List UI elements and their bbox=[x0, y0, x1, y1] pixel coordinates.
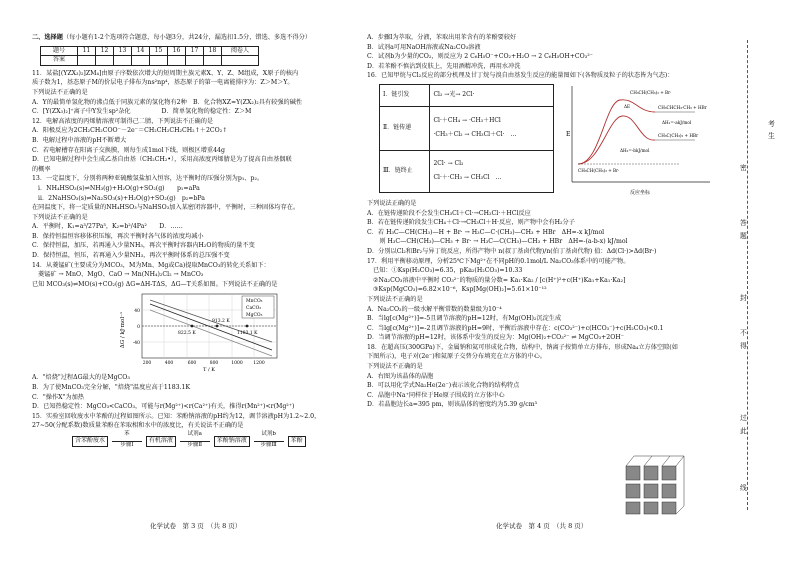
answer-cell[interactable] bbox=[96, 56, 114, 66]
energy-ylabel: E bbox=[566, 130, 571, 138]
q13-line: 13．一定温度下，分别将两种亚硫酸氢盐加入恒容，达平衡时的压强分别为p₁、p₂。 bbox=[32, 175, 264, 183]
energy-label: CH₃C(CH₃)₂ + HBr bbox=[658, 132, 699, 138]
mechanism-table bbox=[379, 84, 554, 193]
q12-option: D．已知电解过程中会生成乙基自由基（CH₂CH₂•），采用高浓度丙烯腈是为了提高自由基偶联 bbox=[32, 156, 292, 164]
margin-char: 此 bbox=[740, 423, 747, 437]
ytick: -40 bbox=[132, 341, 140, 347]
q18-option: C．晶胞中Na⁺同样位于He原子围成的立方体中心 bbox=[367, 391, 505, 399]
question-18 bbox=[367, 344, 719, 410]
energy-dh1: ΔH₁=-akJ/mol bbox=[662, 119, 692, 125]
question-15 bbox=[32, 413, 377, 447]
q15-line: 15．实验室回收废水中苯酚的过程如图所示。已知：苯酚钠溶液的pH约为12，调节溶液pH为1.2~2.0， bbox=[32, 412, 321, 420]
q15-option: D．若苯酚不慎沾到皮肤上，先用酒精冲洗，再用水冲洗 bbox=[367, 62, 521, 70]
margin-char: 不 bbox=[740, 325, 747, 339]
energy-diagram bbox=[560, 82, 718, 200]
q18-option: D．若晶胞边长a=395 pm，则该晶体的密度约为5.39 g/cm³ bbox=[367, 401, 538, 409]
q17-option: D．当调节溶液的pH=12时，该体系中发生的反应为：Mg(OH)₂+CO₃²⁻ ⇌ MgCO₃+2OH⁻ bbox=[367, 334, 624, 342]
answer-cell[interactable] bbox=[78, 56, 96, 66]
xtick: 400 bbox=[164, 361, 174, 367]
flow-arrow: 试剂a 步骤Ⅱ bbox=[178, 437, 212, 446]
q16-stem: 16．已知甲烷与Cl₂反应的部分机理及甘丁烷与溴自由基发生反应的能量图如下(各物质及粒子的状态皆为气态)： bbox=[367, 72, 674, 80]
xtick: 200 bbox=[142, 361, 152, 367]
q16-option: D．分别以Cl₂和Br₂与异丁烷反应，所得产物中 n(叔丁基卤代物)/n(伯丁基卤代物) 值：Δd(Cl·)>Δd(Br·) bbox=[367, 247, 657, 255]
q11-line: 质子数为1，基态原子M的价层电子排布为ns²np⁴，基态原子的第一电离能排序为：Z＞M＞Y。 bbox=[32, 79, 294, 87]
margin-char: 答 bbox=[740, 215, 747, 229]
question-12 bbox=[32, 118, 377, 175]
grader-cell bbox=[222, 56, 259, 66]
question-15-options bbox=[367, 34, 719, 71]
xtick: 800 bbox=[209, 361, 219, 367]
answer-cell[interactable] bbox=[168, 56, 186, 66]
flow-node: 苯酚 bbox=[288, 436, 306, 447]
mech-eq: Cl₂ →光→ 2Cl· bbox=[430, 84, 554, 106]
q17-line: ②Na₂CO₃溶液中平衡时 CO₃²⁻的物质的量分数= Ka₁·Ka₂ / [c(H⁺)²+c(H⁺)Ka₁+Ka₁·Ka₂] bbox=[373, 276, 626, 284]
q16-figures bbox=[367, 82, 719, 200]
q18-option: A．右图为该晶体的晶胞 bbox=[367, 372, 434, 380]
q12-option: 的概率 bbox=[32, 165, 51, 173]
answer-col: 15 bbox=[150, 46, 168, 56]
q15-option: C．试剂b为少量的CO₂，则反应为 2 C₆H₅O⁻+CO₂+H₂O → 2 C₆H₅OH+CO₃²⁻ bbox=[367, 53, 593, 61]
energy-ea: ΔE bbox=[624, 103, 631, 109]
question-11 bbox=[32, 70, 377, 117]
q13-line: 在同温度下，将一定质量的NH₄HSO₃与NaHSO₃加入某密闭容器中，平衡时，三种固体均存在。 bbox=[32, 204, 300, 212]
annot-3: 1183.1 K bbox=[237, 331, 258, 337]
margin-char: 过 bbox=[740, 410, 747, 424]
q13-option: B．保持恒温恒容移体积压缩，再次平衡时各气体的浓度均减小 bbox=[32, 232, 204, 240]
point-822 bbox=[191, 325, 194, 328]
q13-equation: i．NH₄HSO₃(s)⇌NH₃(g)+H₂O(g)+SO₂(g) p₁=aPa bbox=[38, 184, 200, 192]
ytick: 40 bbox=[134, 309, 140, 315]
q17-option: C．当lg[c(Mg²⁺)]=-2且调节溶液的pH=9时，平衡后溶液中存在：c(CO₃²⁻)+c(HCO₃⁻)+c(H₂CO₃)<0.1 bbox=[367, 324, 664, 332]
question-14 bbox=[32, 262, 377, 412]
mech-eq: Cl·＋CH₄ → ·CH₃＋HCl bbox=[433, 116, 501, 124]
answer-cell[interactable] bbox=[132, 56, 150, 66]
energy-label: CH₃CH(CH₃)₂ + Br· bbox=[578, 167, 620, 173]
q12-option: B．电解过程中溶液的pH不断增大 bbox=[32, 136, 127, 144]
chart-xlabel: T / K bbox=[203, 367, 215, 374]
flow-node: 有机溶液 bbox=[146, 436, 176, 447]
q12-option: A．阳极反应为2CH₂CH₂COO⁻－2e⁻＝CH₂CH₂CH₂CH₂↑＋2CO₂↑ bbox=[32, 127, 228, 135]
q18-line: 18．在超高压(300GPa)下，金属钠和氦可形成化合物，结构中，钠离子按简单立方排布，形成Na₄立方体空隙(如 bbox=[367, 343, 678, 351]
footer-page-3: 化学试卷 第 3 页 （共 8 页） bbox=[150, 522, 242, 530]
q16-option: C．若 H₃C—CH(CH₃)—H + Br· → H₃C—C·(CH₃)—CH₃ + HBr ΔH=-x kJ/mol bbox=[367, 228, 605, 236]
margin-char: 题 bbox=[740, 228, 747, 242]
flow-arrow: 苯 步骤Ⅰ bbox=[110, 437, 144, 446]
q14-option: C．"操作X"为加热 bbox=[32, 393, 84, 401]
question-16-options bbox=[367, 200, 719, 257]
mech-stage: Ⅲ．链终止 bbox=[380, 150, 430, 192]
right-column bbox=[367, 34, 719, 411]
margin-char: 密 bbox=[740, 160, 747, 174]
answer-col: 13 bbox=[114, 46, 132, 56]
flow-node: 含苯酚废水 bbox=[72, 436, 108, 447]
mech-stage: Ⅱ．链传递 bbox=[380, 106, 430, 150]
q13-line: 下列说法不正确的是 bbox=[32, 213, 88, 221]
footer-page-4: 化学试卷 第 4 页 （共 8 页） bbox=[496, 522, 588, 530]
q17-line: 下列说法不正确的是 bbox=[367, 295, 423, 303]
q15-option: A．步骤Ⅰ为萃取，分液，苯取出用苯含有的苯酚要较好 bbox=[367, 34, 517, 41]
answer-cell[interactable] bbox=[204, 56, 222, 66]
answer-cell[interactable] bbox=[150, 56, 168, 66]
q14-line: 14．从菱锰矿(主要成分为MCO₃，M为Mn、Mg或Ca)提取MnCO₃的转化关系如下： bbox=[32, 261, 270, 269]
binding-margin bbox=[722, 0, 794, 561]
energy-label: CH₃CHCH₃·CH₃ + HBr bbox=[658, 104, 707, 110]
xtick: 1000 bbox=[231, 361, 243, 367]
answer-col: 14 bbox=[132, 46, 150, 56]
q17-line: 17．利用平衡移动原理，分析25℃下Mg²⁺在不同pH的0.1mol/L Na₂CO₃体系中的可能产物。 bbox=[367, 257, 630, 265]
energy-xlabel: 反应坐标 bbox=[630, 189, 651, 196]
crystal-structure-image bbox=[620, 450, 690, 516]
mech-eq: Cl·＋·CH₃ → CH₃Cl … bbox=[433, 174, 502, 182]
q17-option: B．当lg[c(Mg²⁺)]=-5且调节溶液的pH=12时，有Mg(OH)₂沉淀生成 bbox=[367, 315, 562, 323]
margin-char: 线 bbox=[740, 480, 747, 494]
answer-col: 16 bbox=[168, 46, 186, 56]
q18-option: B．可以用化学式Na₂He(2e⁻)表示该化合物的结构特点 bbox=[367, 382, 520, 390]
q14-option: B．为了使MnCO₃完全分解，"焙烧"温度应高于1183.1K bbox=[32, 384, 191, 392]
q12-option: C．若电解槽存在阳离子交换膜，则每生成1mol下线，则极区增重44g bbox=[32, 146, 225, 154]
ytick: 0 bbox=[137, 325, 140, 331]
answer-col: 12 bbox=[96, 46, 114, 56]
legend-mnco3: MnCO₃ bbox=[246, 299, 263, 305]
flow-node: 苯酚钠溶液 bbox=[214, 436, 250, 447]
phenol-flowchart bbox=[32, 431, 377, 448]
answer-col: 18 bbox=[204, 46, 222, 56]
answer-cell[interactable] bbox=[186, 56, 204, 66]
q13-option: A．平衡时，K₁=a³/27Pa³，K₂=b²/4Pa² D．…… bbox=[32, 223, 183, 231]
chart-ylabel: ΔG / kJ·mol⁻¹ bbox=[120, 312, 126, 349]
q14-option: A．"焙烧"过程ΔG最大的是MgCO₃ bbox=[32, 374, 130, 382]
legend-caco3: CaCO₃ bbox=[246, 306, 262, 312]
xtick: 1200 bbox=[253, 361, 265, 367]
energy-curve-1 bbox=[578, 100, 655, 164]
q11-option: A．Y的最简单氢化物的沸点低于同族元素的氢化物有2种 B．化合物XZ=Y(ZX₂)₂具有较强的碱性 bbox=[32, 98, 303, 106]
point-1183 bbox=[246, 325, 249, 328]
q16-line: 下列说法正确的是 bbox=[367, 199, 417, 207]
q17-line: 已知：①Ksp(H₂CO₃)=6.35，pKa₂(H₂CO₃)=10.33 bbox=[373, 267, 523, 275]
section-title: 二、选择题 bbox=[32, 34, 63, 41]
question-13 bbox=[32, 175, 377, 260]
legend-mgco3: MgCO₃ bbox=[246, 313, 263, 319]
margin-char: 考 bbox=[768, 120, 775, 128]
q18-line: 下图所示)，电子对(2e⁻)和氦原子交替分布填充在立方体的中心。 bbox=[367, 353, 546, 361]
q14-flow: 菱锰矿 → MnO、MgO、CaO → Mn(NH₄)₂Cl₂ → MnCO₃ bbox=[38, 271, 204, 279]
q16-option: B．若在链传递阶段发生CH₄＋Cl·→CH₃Cl＋H·反应，则产物中会有H₂分子 bbox=[367, 219, 575, 227]
q13-option: D．保持恒温，恒压，若再通入少量NH₃，再次平衡时体系的总压强不变 bbox=[32, 252, 230, 260]
q13-equation: ii．2NaHSO₃(s)⇌Na₂SO₃(s)+H₂O(g)+SO₂(g) p₂=bPa bbox=[38, 194, 205, 202]
q11-option: C．[Y(ZX₃)₂]⁺离子中Y发生sp²杂化 D．简单氢化物的稳定性：Z＞M bbox=[32, 108, 252, 116]
q11-line: 11．某盐[(YZX₃)₂]ZM₄]由原子序数依次增大的短周期主族元素X、Y、Z、M组成，X原子的核内 bbox=[32, 69, 299, 77]
q13-option: C．保持恒温，加压，若再通入少量NH₃，再次平衡时容器内H₂O的物质的量不变 bbox=[32, 242, 255, 250]
delta-g-chart bbox=[32, 290, 362, 374]
q17-line: ③Ksp(MgCO₃)=6.82×10⁻⁶，Ksp[Mg(OH)₂]=5.61×10⁻¹² bbox=[373, 286, 547, 294]
answer-row-label: 答案 bbox=[41, 56, 78, 66]
q14-option: D．已知热稳定性：MgCO₃<CaCO₃，可能与r(Mg²⁺)<r(Ca²⁺)有关，推得r(Mn²⁺)<r(Mg²⁺) bbox=[32, 403, 295, 411]
q18-line: 下列说法不正确的是 bbox=[367, 363, 423, 371]
answer-col: 17 bbox=[186, 46, 204, 56]
answer-table bbox=[40, 46, 259, 66]
q12-line: 12．电解高浓度的丙烯腈溶液可制得己二腈，下列说法不正确的是 bbox=[32, 117, 214, 125]
chart-legend bbox=[242, 296, 274, 318]
annot-2: 913.2 K bbox=[212, 319, 230, 325]
q16-option: 则 H₃C—CH(CH₃)—CH₃ + Br· → H₃C—C(CH₃)—CH₃ + HBr ΔH=-(a-b-x) kJ/mol bbox=[367, 238, 628, 246]
annot-1: 822.5 K bbox=[178, 331, 196, 337]
q15-option: B．试剂a可用NaOH溶液或Na₂CO₃溶液 bbox=[367, 43, 481, 51]
seal-line bbox=[747, 40, 748, 510]
mech-stage: Ⅰ．链引发 bbox=[380, 84, 430, 106]
mech-eq: ·CH₃＋Cl₂ → CH₃Cl＋Cl· … bbox=[433, 131, 517, 139]
margin-char: 封 bbox=[740, 290, 747, 304]
answer-cell[interactable] bbox=[114, 56, 132, 66]
q17-option: A．Na₂CO₃的一级水解平衡常数的数量级为10⁻⁴ bbox=[367, 305, 502, 313]
energy-dh2: ΔH₂=-bkJ/mol bbox=[620, 147, 650, 153]
margin-char: 得 bbox=[740, 338, 747, 352]
left-column bbox=[32, 34, 377, 447]
q11-line: 下列说法不正确的是 bbox=[32, 88, 88, 96]
q14-line: 已知 MCO₃(s)⇌MO(s)+CO₂(g) ΔG=ΔH-TΔS，ΔG—T关系如图。下列说法不正确的是 bbox=[32, 280, 278, 288]
mech-eq: 2Cl· → Cl₂ bbox=[433, 159, 464, 167]
grader-cell: 阅卷人 bbox=[222, 46, 259, 56]
point-913 bbox=[216, 325, 219, 328]
question-17 bbox=[367, 258, 719, 343]
q15-line: 27~50(分配系数)数质量苯酚在苯取相和水中的浓度比，有关说法不正确的是 bbox=[32, 422, 244, 430]
energy-label: CH₃CH(CH₃)₂ + Br· bbox=[630, 89, 672, 95]
answer-col: 11 bbox=[78, 46, 96, 56]
margin-char: 生 bbox=[768, 132, 775, 140]
xtick: 600 bbox=[187, 361, 197, 367]
q16-option: A．在链传递阶段不会发生CH₃Cl＋Cl·→CH₂Cl·＋HCl反应 bbox=[367, 209, 531, 217]
flow-arrow: 试剂b 步骤Ⅲ bbox=[252, 437, 286, 446]
section-note: （每小题有1-2个选项符合题意，每小题3分，共24分，漏选扣1.5分，错选、多选不得分） bbox=[62, 34, 312, 41]
answer-table-header: 题号 bbox=[41, 46, 78, 56]
